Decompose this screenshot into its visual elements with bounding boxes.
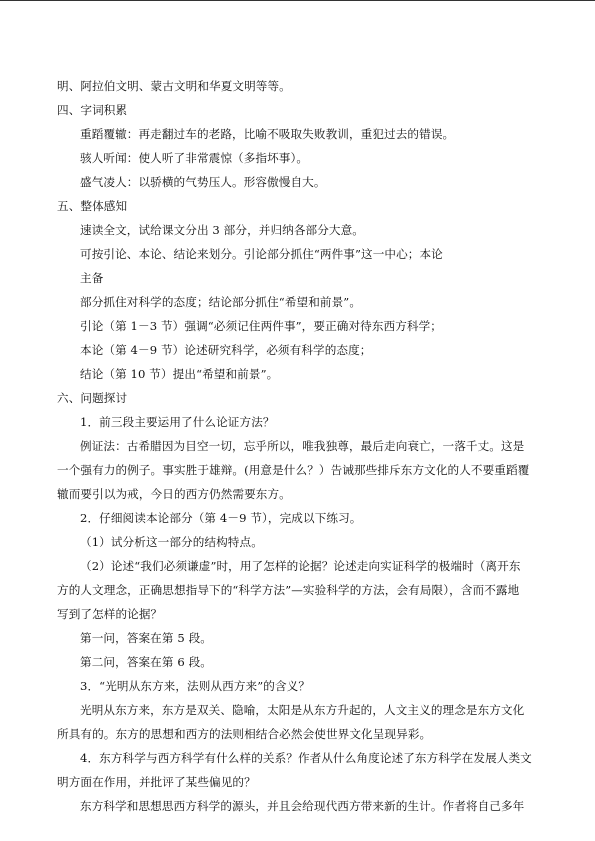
paragraph-line: 速读全文，试给课文分出 3 部分，并归纳各部分大意。 [80,223,365,237]
section-heading-overview: 五、整体感知 [57,199,128,213]
paragraph-line: 可按引论、本论、结论来划分。引论部分抓住“两件事”这一中心；本论 [80,247,443,261]
paragraph-line: 结论（第 10 节）提出“希望和前景”。 [80,367,279,381]
paragraph-line: 本论（第 4－9 节）论述研究科学，必须有科学的态度； [80,343,372,357]
question-line: （2）论述“我们必须谦虚”时，用了怎样的论据？论述走向实证科学的极端时（离开东 [80,559,521,573]
answer-line: 第一问，答案在第 5 段。 [80,631,212,645]
question-line: 2．仔细阅读本论部分（第 4－9 节），完成以下练习。 [80,511,362,525]
section-heading-vocabulary: 四、字词积累 [57,103,128,117]
vocab-item: 重蹈覆辙：再走翻过车的老路，比喻不吸取失败教训，重犯过去的错误。 [80,127,455,141]
paragraph-line: 明、阿拉伯文明、蒙古文明和华夏文明等等。 [57,79,291,93]
answer-line: 辙而要引以为戒，今日的西方仍然需要东方。 [57,487,291,501]
paragraph-line: 主备 [80,271,104,285]
question-line: 方的人文理念，正确思想指导下的“科学方法”—实验科学的方法，会有局限），含而不露地 [57,583,520,597]
paragraph-line: 部分抓住对科学的态度；结论部分抓住“希望和前景”。 [80,295,362,309]
question-line: 明方面在作用，并批评了某些偏见的？ [57,775,256,789]
answer-line: 一个强有力的例子。事实胜于雄辩。(用意是什么？）告诫那些排斥东方文化的人不要重蹈覆 [57,463,530,477]
question-line: 4．东方科学与西方科学有什么样的关系？作者从什么角度论述了东方科学在发展人类文 [80,751,532,765]
answer-line: 光明从东方来，东方是双关、隐喻，太阳是从东方升起的，人文主义的理念是东方文化 [80,703,525,717]
answer-line: 第二问，答案在第 6 段。 [80,655,212,669]
answer-line: 例证法：古希腊因为目空一切，忘乎所以，唯我独尊，最后走向衰亡，一落千丈。这是 [80,439,525,453]
section-heading-discussion: 六、问题探讨 [57,391,128,405]
question-line: 写到了怎样的论据？ [57,607,163,621]
question-line: （1）试分析这一部分的结构特点。 [80,535,263,549]
question-line: 3．“光明从东方来，法则从西方来”的含义？ [80,679,311,693]
question-line: 1．前三段主要运用了什么论证方法？ [80,415,275,429]
paragraph-line: 引论（第 1－3 节）强调“必须记住两件事”，要正确对待东西方科学； [80,319,443,333]
vocab-item: 盛气凌人：以骄横的气势压人。形容傲慢自大。 [80,175,326,189]
answer-line: 东方科学和思想思西方科学的源头，并且会给现代西方带来新的生计。作者将自己多年 [80,799,525,813]
header-rule [0,0,595,1]
answer-line: 所具有的。东方的思想和西方的法则相结合必然会使世界文化呈现异彩。 [57,727,432,741]
vocab-item: 骇人听闻：使人听了非常震惊（多指坏事）。 [80,151,309,165]
